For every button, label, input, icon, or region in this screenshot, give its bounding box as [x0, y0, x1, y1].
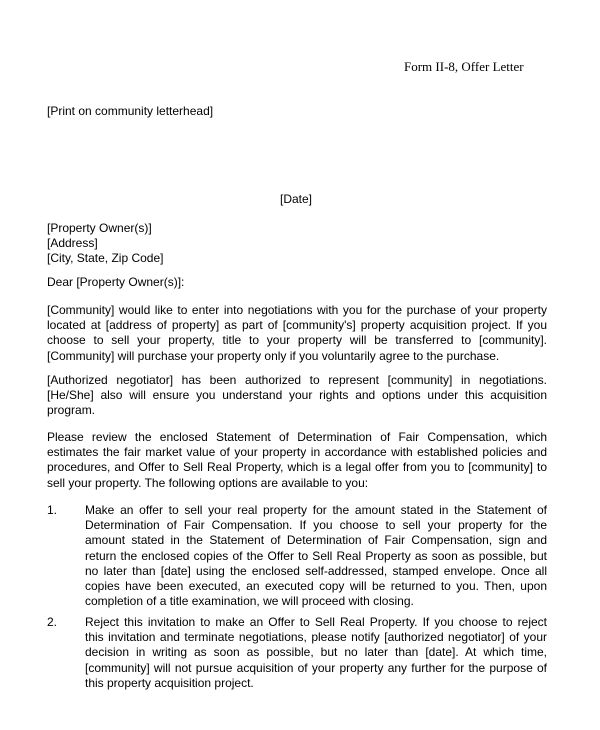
paragraph-negotiator: [47, 373, 547, 419]
paragraph-line: procedures, and Offer to Sell Real Property, which is a legal offer from you to [community] to: [47, 460, 547, 475]
option-line: amount stated in the Statement of Determination of Fair Compensation, sign and: [85, 533, 547, 548]
paragraph-line: located at [address of property] as part of [community's] property acquisition project. If you: [47, 318, 547, 333]
option-line: Determination of Fair Compensation. If you choose to sell your property for the: [85, 518, 547, 533]
paragraph-line: [He/She] also will ensure you understand your rights and options under this acquisition: [47, 388, 547, 403]
option-line: decision in writing as soon as possible, but no later than [date]. At which time,: [85, 645, 547, 660]
option-text: [85, 615, 547, 691]
paragraph-line: [Community] would like to enter into negotiations with you for the purchase of your property: [47, 303, 547, 317]
paragraph-review: [47, 430, 547, 491]
letter-date: [Date]: [280, 192, 313, 206]
paragraph-line: sell your property. The following options are available to you:: [47, 475, 369, 490]
address-line-city: [City, State, Zip Code]: [47, 251, 164, 266]
salutation: Dear [Property Owner(s)]:: [47, 275, 185, 289]
form-title: Form II-8, Offer Letter: [404, 59, 524, 74]
paragraph-intro: [47, 303, 547, 364]
option-line: copies have been executed, an executed copy will be returned to you. Then, upon: [85, 578, 547, 593]
address-line-owner: [Property Owner(s)]: [47, 221, 152, 235]
option-number: 2.: [47, 615, 58, 629]
paragraph-line: choose to sell your property, title to your property will be transferred to [community].: [47, 333, 547, 348]
option-line: Make an offer to sell your real property for the amount stated in the Statement of: [85, 503, 547, 517]
address-line-street: [Address]: [47, 236, 98, 251]
option-line: [community] will not pursue acquisition of your property any further for the purpose of: [85, 660, 547, 675]
paragraph-line: estimates the fair market value of your property in accordance with established policies and: [47, 445, 547, 460]
option-number: 1.: [47, 503, 58, 517]
letterhead-note: [Print on community letterhead]: [47, 104, 214, 118]
recipient-address: [47, 221, 164, 267]
option-line: this property acquisition project.: [85, 675, 254, 690]
paragraph-line: [Community] will purchase your property only if you voluntarily agree to the purchase.: [47, 348, 500, 363]
option-line: completion of a title examination, we will proceed with closing.: [85, 594, 414, 609]
option-line: return the enclosed copies of the Offer to Sell Real Property as soon as possible, but: [85, 548, 547, 563]
option-line: this invitation and terminate negotiations, please notify [authorized negotiator] of your: [85, 630, 547, 645]
paragraph-line: Please review the enclosed Statement of Determination of Fair Compensation, which: [47, 430, 547, 444]
option-text: [85, 503, 547, 609]
option-line: Reject this invitation to make an Offer to Sell Real Property. If you choose to reject: [85, 615, 547, 629]
paragraph-line: program.: [47, 403, 96, 418]
paragraph-line: [Authorized negotiator] has been authorized to represent [community] in negotiations.: [47, 373, 547, 387]
option-line: no later than [date] using the enclosed self-addressed, stamped envelope. Once all: [85, 563, 547, 578]
